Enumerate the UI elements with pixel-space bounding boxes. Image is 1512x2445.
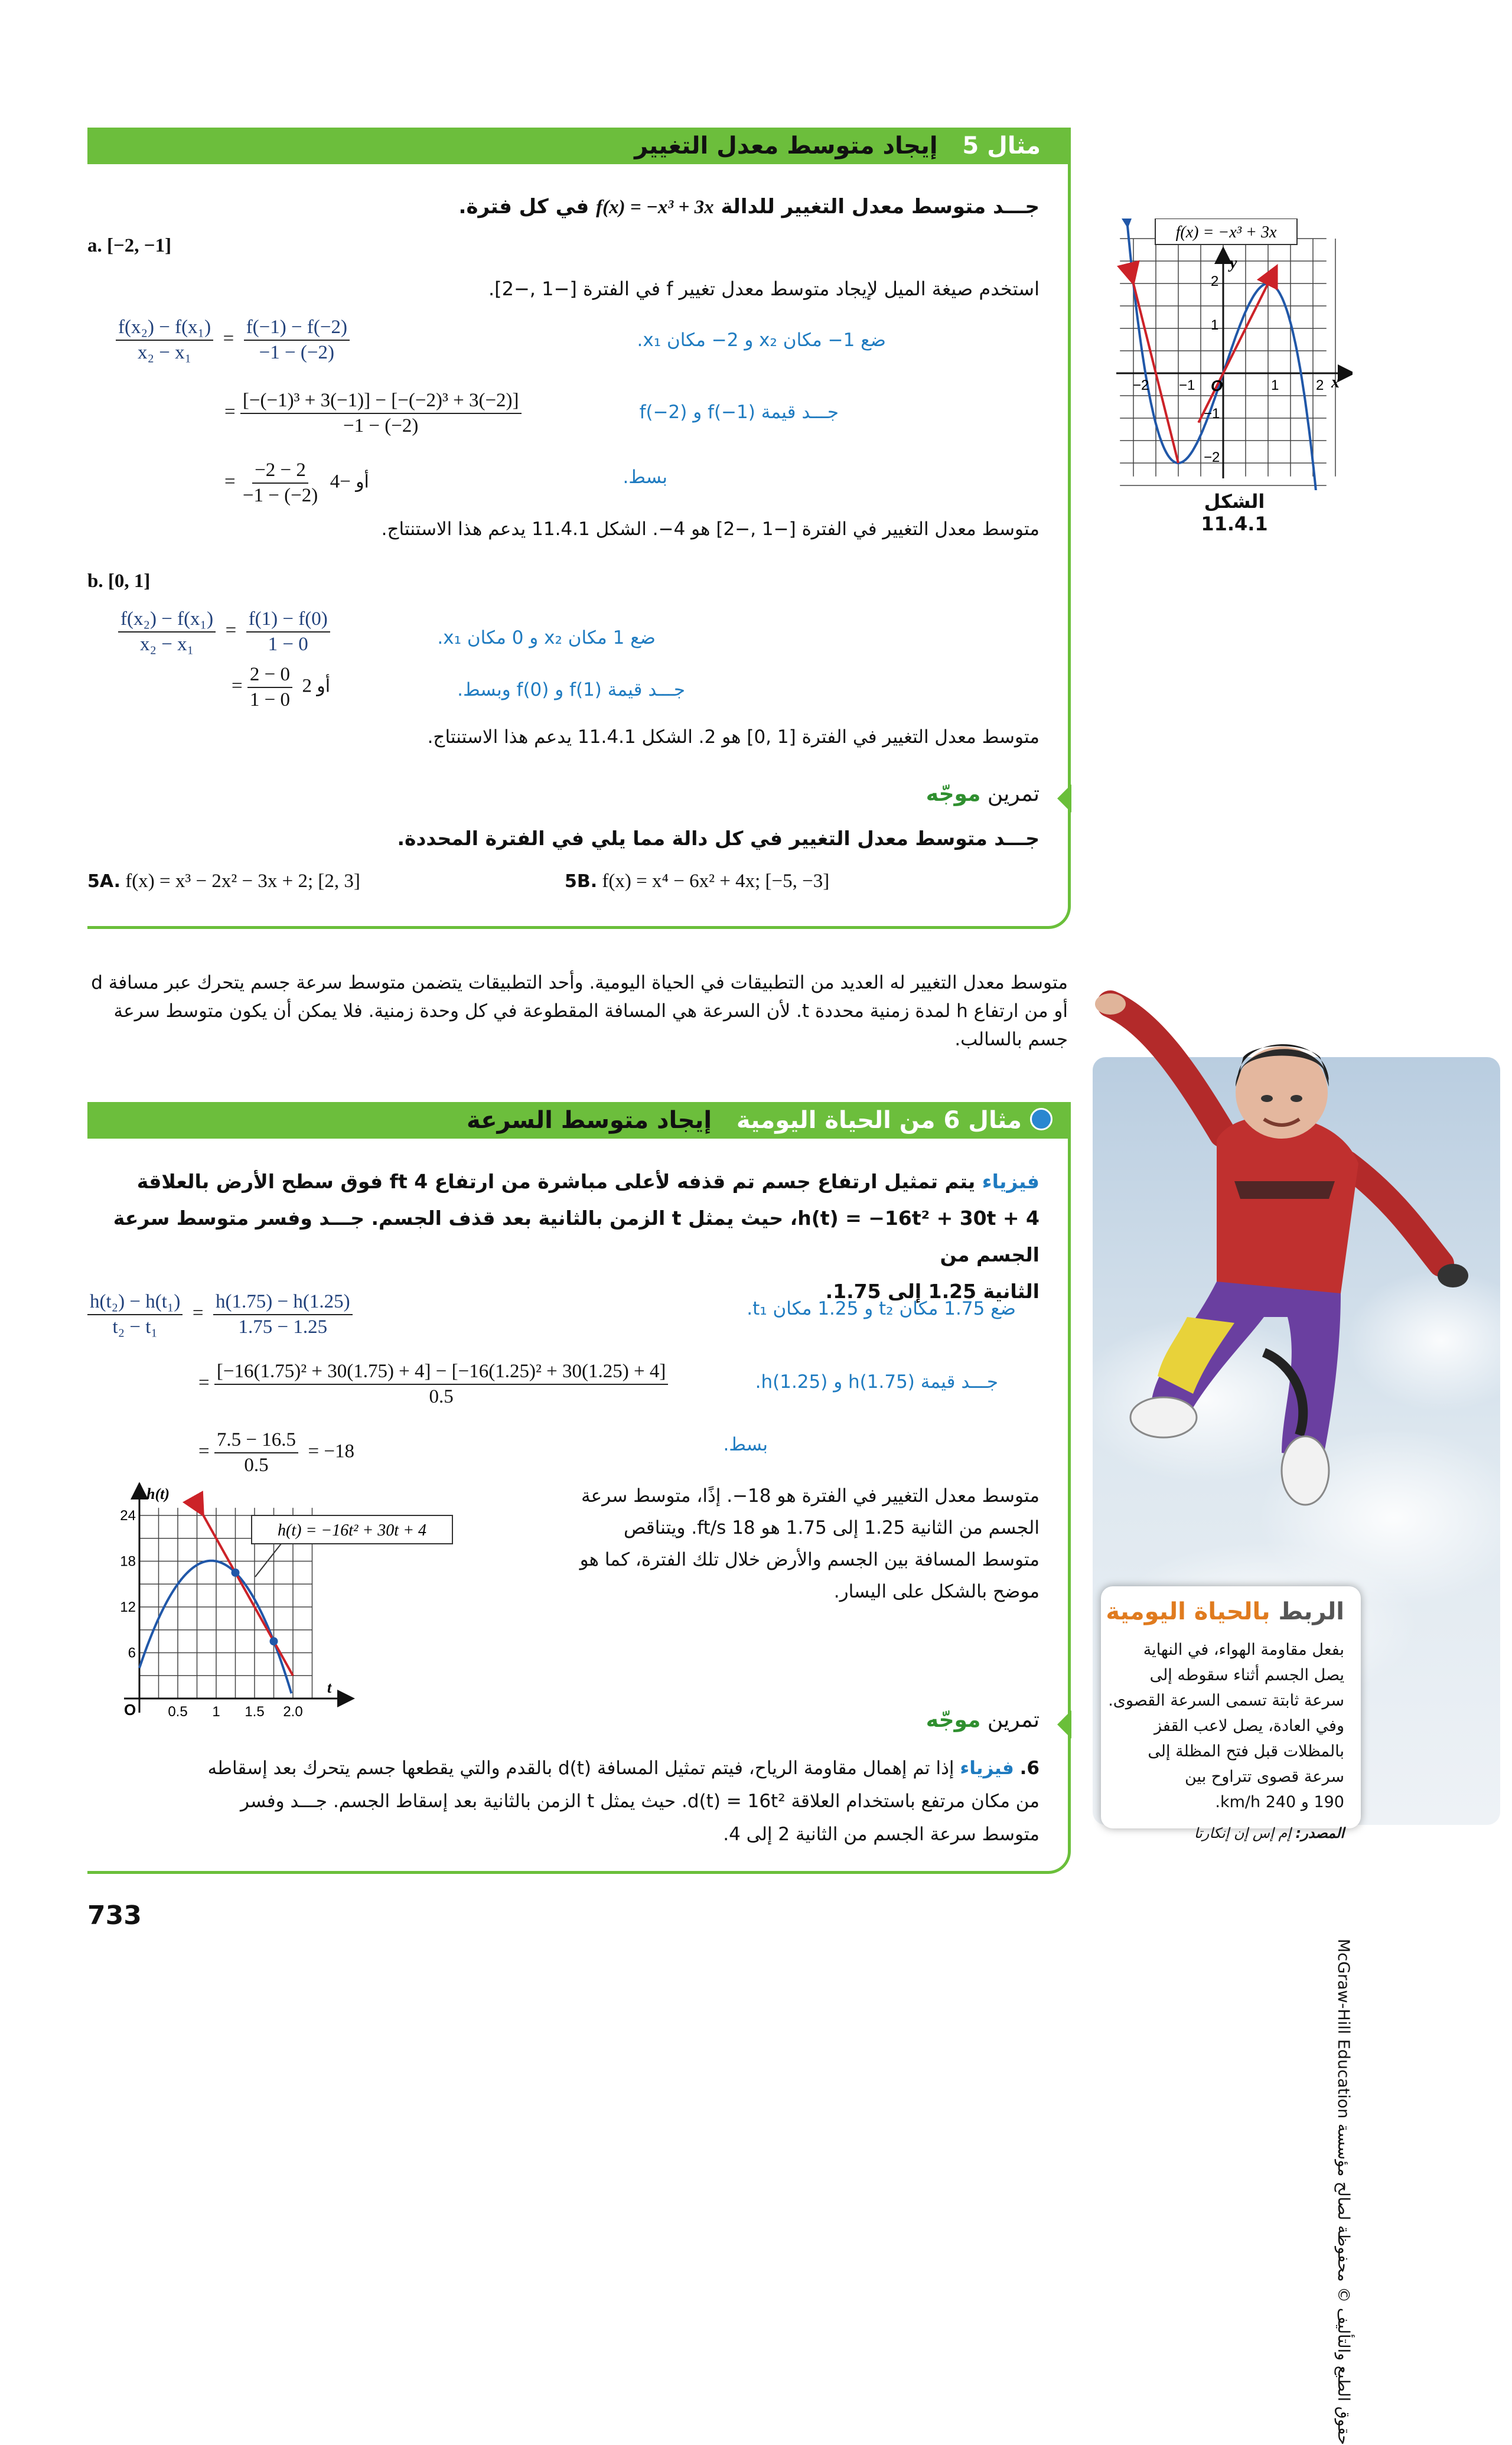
figure1-tick-x2: 2 <box>1316 377 1324 393</box>
sidebar-body: بفعل مقاومة الهواء، في النهاية يصل الجسم أثناء سقوطه إلى سرعة ثابتة تسمى السرعة القصوى. وفي العادة، يصل لاعب القفز بالمظلات قبل فتح المظلة إلى سرعة قصوى تتراوح بين 190 و 240 km/h. المصدر: إم إس إن إنكارتا <box>1108 1641 1344 1841</box>
figure1-secant-a <box>1131 275 1178 463</box>
figure1-secant-b <box>1198 275 1272 423</box>
height-y-tick-label: 18 <box>120 1553 136 1570</box>
guided5-instruction: جـــد متوسط معدل التغيير في كل دالة مما يلي في الفترة المحددة. <box>397 827 1040 850</box>
part-a-step1-note: ضع ‎−1‎ مكان x₂ و ‎−2‎ مكان x₁. <box>637 330 886 351</box>
sidebar-title: الربط بالحياة اليومية <box>1106 1598 1344 1625</box>
guided5-label: تمرين موجّه <box>926 782 1040 806</box>
part-b-step2: = $\frac{2 - 0}{1 - 0}$ أو 2 <box>232 664 331 710</box>
real-world-link-sidebar <box>1101 1586 1361 1841</box>
figure1-x-label: x <box>1331 373 1340 392</box>
height-graph <box>116 1482 470 1719</box>
height-x-tick-label: 0.5 <box>168 1704 188 1719</box>
figure1-func-label: f(x) = −x³ + 3x <box>1175 223 1277 242</box>
height-origin: O <box>124 1701 136 1719</box>
example6-step2-note: جـــد قيمة h(1.75) و h(1.25). <box>755 1371 998 1393</box>
part-a-step3: = $\frac{-2 - 2}{-1 - (-2)}$ أو −4 <box>224 459 369 506</box>
height-y-ticks <box>120 1508 136 1661</box>
example6-step1: $\frac{\text{h(t₂) − h(t₁)}}{\text{t₂ − t₁}}$ = $\frac{h(1.75) - h(1.25)}{1.75 - 1.25}$ <box>87 1291 353 1338</box>
figure1-tick-y1: 1 <box>1211 317 1219 333</box>
part-a-intro: استخدم صيغة الميل لإيجاد متوسط معدل تغيير f في الفترة [−1 ,−2]. <box>488 278 1040 300</box>
part-a-step3-note: بسط. <box>623 467 667 488</box>
height-y-tick-label: 6 <box>128 1645 136 1661</box>
part-b-heading: b. [0, 1] <box>87 570 151 592</box>
height-point-t2 <box>270 1637 278 1645</box>
height-label-pointer <box>255 1544 281 1577</box>
height-y-tick-label: 24 <box>120 1508 136 1524</box>
height-parabola <box>139 1561 291 1694</box>
example6-step1-note: ضع 1.75 مكان t₂ و 1.25 مكان t₁. <box>747 1298 1016 1319</box>
example6-step3-note: بسط. <box>723 1434 768 1455</box>
figure1-tick-ym2: −2 <box>1204 449 1220 465</box>
part-a-step1: $\frac{\text{f(x₂) − f(x₁)}}{\text{x₂ − x₁}}$ = $\frac{f(-1) - f(-2)}{-1 - (-2)}$ <box>116 317 350 364</box>
guided6-label: تمرين موجّه <box>926 1708 1040 1732</box>
height-point-t1 <box>232 1569 240 1577</box>
height-y-tick-label: 12 <box>120 1599 136 1615</box>
example5-title: إيجاد متوسط معدل التغيير <box>634 132 938 159</box>
example6-interpretation: متوسط معدل التغيير في الفترة هو ‎−18‎. إذًا، متوسط سرعة الجسم من الثانية 1.25 إلى 1.75 هو 18 ft/s. ويتناقص متوسط المسافة بين الجسم والأرض خلال تلك الفترة، كما هو موضح بالشكل على اليسار. <box>579 1485 1040 1602</box>
skydiver-right-shoe <box>1282 1436 1329 1505</box>
figure1-origin: O <box>1211 377 1223 395</box>
page-number: 733 <box>87 1900 142 1931</box>
guided5-notch <box>1057 784 1071 813</box>
part-b-step1: $\frac{\text{f(x₂) − f(x₁)}}{\text{x₂ − x₁}}$ = $\frac{f(1) - f(0)}{1 - 0}$ <box>118 608 330 656</box>
part-a-conclusion: متوسط معدل التغيير في الفترة [−1 ,−2] هو ‎−4‎. الشكل 11.4.1 يدعم هذا الاستنتاج. <box>381 519 1040 540</box>
example6-header <box>87 1102 1070 1139</box>
part-a-heading: a. [−2, −1] <box>87 235 172 256</box>
globe-icon <box>1030 1108 1052 1130</box>
example6-title: إيجاد متوسط السرعة <box>466 1107 712 1134</box>
part-b-conclusion: متوسط معدل التغيير في الفترة [1 ,0] هو 2. الشكل 11.4.1 يدعم هذا الاستنتاج. <box>427 726 1040 748</box>
ex5b: 5B. f(x) = x⁴ − 6x² + 4x; [−5, −3] <box>565 871 830 892</box>
skydiver-torso <box>1217 1116 1358 1310</box>
height-x-tick-label: 2.0 <box>283 1704 303 1719</box>
height-x-ticks <box>168 1704 302 1719</box>
example5-header <box>87 128 1070 164</box>
part-b-step2-note: جـــد قيمة f(1) و f(0) وبسط. <box>457 679 685 700</box>
example6-label: مثال 6 من الحياة اليومية <box>736 1107 1022 1134</box>
figure1-caption: الشكل 11.4.1 <box>1201 490 1268 535</box>
figure1-tick-xm2: −2 <box>1133 377 1149 393</box>
height-func-label: h(t) = −16t² + 30t + 4 <box>278 1521 426 1540</box>
figure1-y-label: y <box>1230 254 1237 272</box>
height-x-tick-label: 1 <box>212 1704 220 1719</box>
example5-prompt: جـــد متوسط معدل التغيير للدالة f(x) = −x³ + 3x في كل فترة. <box>458 195 1040 219</box>
figure-11-4-1 <box>1116 219 1353 490</box>
part-b-step1-note: ضع 1 مكان x₂ و 0 مكان x₁. <box>437 627 656 648</box>
figure1-tick-xm1: −1 <box>1179 377 1195 393</box>
skydiver-left-shoe <box>1130 1397 1197 1437</box>
part-a-step2-note: جـــد قيمة f(−1) و f(−2) <box>639 402 839 423</box>
ex6-text: 6. فيزياء إذا تم إهمال مقاومة الرياح، فيتم تمثيل المسافة d(t) بالقدم والتي يقطعها جسم يتحرك بعد إسقاطه من مكان مرتفع باستخدام العلاقة d(t) = 16t². حيث يمثل t الزمن بالثانية بعد إسقاط الجسم. جـــد وفسر متوسط سرعة الجسم من الثانية 2 إلى 4. <box>207 1758 1040 1845</box>
figure1-tick-y2: 2 <box>1211 273 1219 289</box>
figure1-tick-x1: 1 <box>1271 377 1279 393</box>
copyright-vertical: حقوق الطبع والتأليف © محفوظة لصالح مؤسسة McGraw-Hill Education <box>1334 1938 1353 2445</box>
example6-problem: فيزياء يتم تمثيل ارتفاع جسم تم قذفه لأعلى مباشرة من ارتفاع 4 ft فوق سطح الأرض بالعلاقة h(t) = −16t² + 30t + 4، حيث يمثل t الزمن بالثانية بعد قذف الجسم. جـــد وفسر متوسط سرعة الجسم من الثانية 1.25 إلى 1.75. <box>113 1170 1040 1303</box>
example6-step3: = $\frac{7.5 - 16.5}{0.5}$ = −18 <box>198 1429 354 1476</box>
height-x-label: t <box>327 1679 332 1696</box>
ex5a: 5A. f(x) = x³ − 2x² − 3x + 2; [2, 3] <box>87 871 360 892</box>
part-a-step2: = $\frac{\text{[−(−1)³ + 3(−1)] − [−(−2)³ + 3(−2)]}}{-1 - (-2)}$ <box>224 390 522 437</box>
height-y-label: h(t) <box>146 1485 170 1502</box>
intro-paragraph: متوسط معدل التغيير له العديد من التطبيقات في الحياة اليومية. وأحد التطبيقات يتضمن متوسط سرعة جسم يتحرك عبر مسافة d أو من ارتفاع h لمدة زمنية محددة t. لأن السرعة هي المسافة المقطوعة في كل وحدة زمنية. فلا يمكن أن يكون متوسط سرعة جسم بالسالب. <box>91 972 1068 1050</box>
guided6-notch <box>1057 1710 1071 1739</box>
figure1-tick-ym1: −1 <box>1204 406 1220 422</box>
example5-label: مثال 5 <box>962 132 1041 159</box>
example6-step2: = $\frac{\text{[−16(1.75)² + 30(1.75) + 4] − [−16(1.25)² + 30(1.25) + 4]}}{0.5}$ <box>198 1361 668 1408</box>
height-x-tick-label: 1.5 <box>245 1704 265 1719</box>
